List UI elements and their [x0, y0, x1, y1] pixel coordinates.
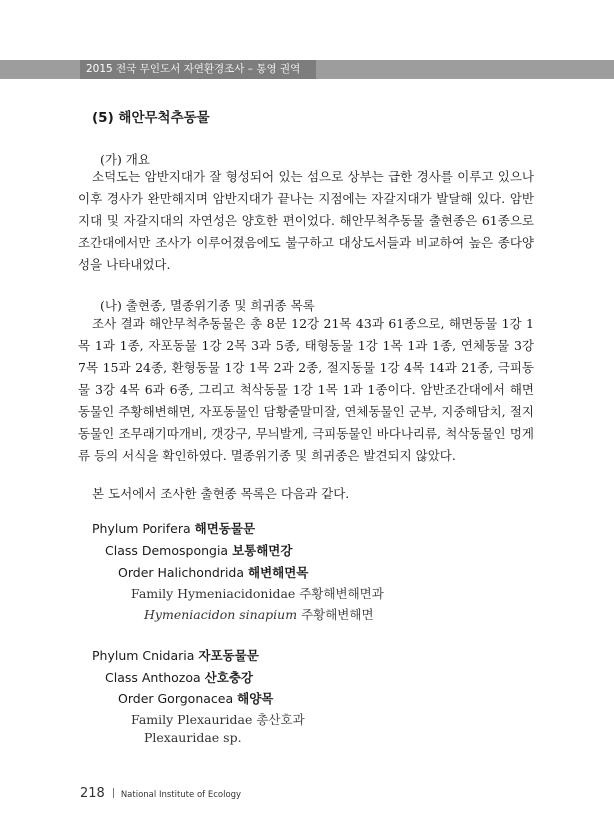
taxon-korean: 주황해변해면 [301, 607, 374, 622]
taxon-species [144, 605, 374, 623]
footer-divider [113, 788, 114, 798]
taxon-korean: 해면동물문 [194, 521, 256, 536]
taxon-korean: 보통해면강 [232, 543, 293, 558]
taxon-korean: 산호충강 [204, 670, 253, 685]
taxon-latin: Phylum Porifera [92, 521, 191, 536]
taxon-latin: Order Halichondrida [118, 565, 245, 580]
page-number: 218 [80, 786, 105, 801]
section-title: (5) 해안무척추동물 [92, 110, 210, 126]
taxon-latin: Order Gorgonacea [118, 691, 234, 706]
taxon-latin: Class Anthozoa [105, 670, 201, 685]
taxon-phylum [92, 519, 255, 537]
overview-heading: (가) 개요 [100, 152, 150, 167]
taxon-latin: Phylum Cnidaria [92, 648, 195, 663]
taxon-order [118, 689, 273, 707]
taxon-latin: Plexauridae sp. [144, 730, 242, 745]
institute-name: National Institute of Ecology [120, 790, 242, 800]
taxon-phylum [92, 646, 259, 664]
taxon-class [105, 668, 253, 686]
running-title: 2015 전국 무인도서 자연환경조사 – 통영 권역 [80, 60, 316, 79]
taxon-latin: Family Hymeniacidonidae [131, 586, 296, 601]
taxon-korean: 총산호과 [256, 712, 305, 727]
taxon-korean: 자포동물문 [198, 648, 259, 663]
taxon-korean: 해변해면목 [248, 565, 309, 580]
taxon-latin: Class Demospongia [105, 543, 229, 558]
taxon-family [131, 584, 384, 602]
taxon-latin: Family Plexauridae [131, 712, 253, 727]
overview-paragraph: 소덕도는 암반지대가 잘 형성되어 있는 섬으로 상부는 급한 경사를 이루고 있으나 이후 경사가 완만해지며 암반지대가 끝나는 지점에는 자갈지대가 발달해 있다. 암반지대 및 자갈지대의 자연성은 양호한 편이었다. 해안무척추동물 출현종은 61종으로 조간대에서만 조사가 이루어졌음에도 불구하고 대상도서들과 비교하여 높은 종다양성을 나타내었다. [78, 169, 534, 272]
taxon-species [144, 730, 242, 745]
taxon-class [105, 541, 292, 559]
taxon-latin: Hymeniacidon sinapium [144, 607, 298, 622]
species-list-paragraph: 조사 결과 해안무척추동물은 총 8문 12강 21목 43과 61종으로, 해면동물 1강 1목 1과 1종, 자포동물 1강 2목 3과 5종, 태형동물 1강 1목 1과 1종, 연체동물 3강 7목 15과 24종, 환형동물 1강 1목 2과 2종, 절지동물 1강 4목 14과 21종, 극피동물 3강 4목 6과 6종, 그리고 척삭동물 1강 1목 1과 1종이다. 암반조간대에서 해면동물인 주황해변해면, 자포동물인 담황줄말미잘, 연체동물인 군부, 지중해담치, 절지동물인 조무래기따개비, 갯강구, 무늬발게, 극피동물인 바다나리류, 척삭동물인 멍게류 등의 서식을 확인하였다. 멸종위기종 및 희귀종은 발견되지 않았다. [78, 316, 534, 463]
page-footer [80, 782, 241, 801]
species-list-heading: (나) 출현종, 멸종위기종 및 희귀종 목록 [100, 298, 315, 313]
taxon-family [131, 710, 305, 728]
taxon-order [118, 563, 308, 581]
taxon-korean: 해양목 [237, 691, 274, 706]
species-list-intro: 본 도서에서 조사한 출현종 목록은 다음과 같다. [92, 486, 350, 501]
taxon-korean: 주황해변해면과 [299, 586, 384, 601]
